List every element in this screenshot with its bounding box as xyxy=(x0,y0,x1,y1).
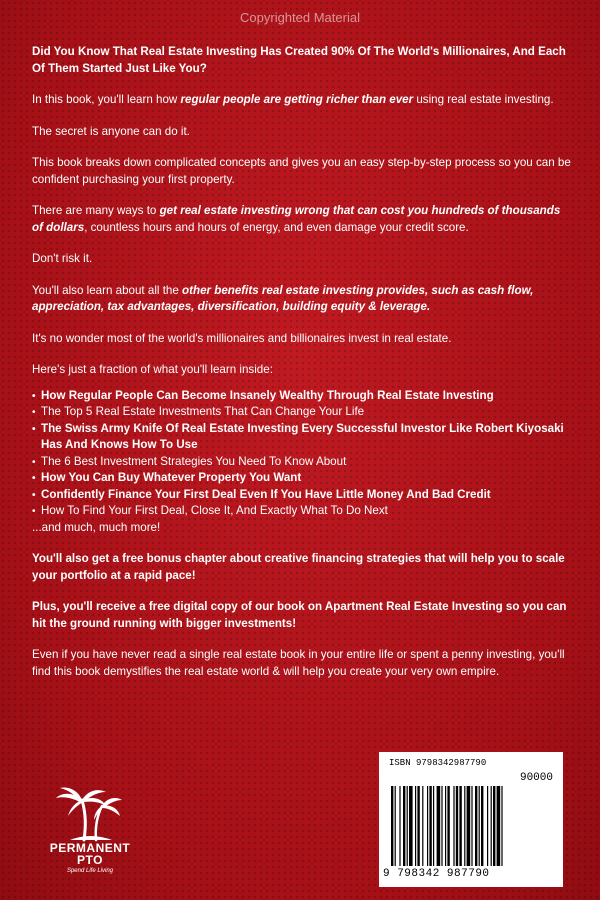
emphasis-text: regular people are getting richer than ever xyxy=(180,93,414,106)
paragraph-text: In this book, you'll learn how xyxy=(32,93,181,106)
logo-name-line1: PERMANENT xyxy=(49,841,131,855)
back-cover-text xyxy=(32,44,572,695)
barcode-bar xyxy=(403,786,405,866)
barcode-bar xyxy=(464,786,465,866)
barcode-bar xyxy=(441,786,442,866)
barcode-digits: 9 798342 987790 xyxy=(383,868,490,880)
barcode-bar xyxy=(429,786,431,866)
headline: Did You Know That Real Estate Investing Has Created 90% Of The World's Millionaires, And Each Of Them Started Just Like You? xyxy=(32,45,566,75)
barcode-bar xyxy=(475,786,477,866)
barcode-bar xyxy=(481,786,483,866)
isbn-barcode xyxy=(379,752,563,887)
barcode-bar xyxy=(433,786,434,866)
barcode-bar xyxy=(409,786,413,866)
barcode-bar xyxy=(445,786,446,866)
emphasis-text: other benefits real estate investing provides, such as cash flow, appreciation, tax advantages, diversification, building equity & leverage. xyxy=(32,283,534,313)
paragraph-text: There are many ways to xyxy=(32,204,160,217)
price-code: 90000 xyxy=(519,772,553,784)
emphasis-text: get real estate investing wrong that can cost you hundreds of thousands of dollars xyxy=(32,204,561,234)
paragraph-no-wonder: It's no wonder most of the world's millionaires and billionaires invest in real estate. xyxy=(32,331,452,345)
barcode-bar xyxy=(479,786,480,866)
barcode-bar xyxy=(415,786,416,866)
barcode-bar xyxy=(459,786,461,866)
logo-name xyxy=(44,842,136,866)
barcode-bar xyxy=(453,786,454,866)
barcode-bar xyxy=(467,786,471,866)
paragraph-text: using real estate investing. xyxy=(413,93,554,106)
paragraph-ways-wrong xyxy=(32,203,572,236)
paragraph-benefits xyxy=(32,283,572,316)
barcode-bar xyxy=(491,786,492,866)
barcode-bar xyxy=(417,786,419,866)
list-item: • How Regular People Can Become Insanely Wealthy Through Real Estate Investing xyxy=(32,388,572,405)
publisher-logo xyxy=(40,786,140,876)
list-item: • Confidently Finance Your First Deal Even If You Have Little Money And Bad Credit xyxy=(32,487,572,504)
barcode-bar xyxy=(391,786,393,866)
list-item: • The 6 Best Investment Strategies You Need To Know About xyxy=(32,454,572,471)
paragraph-plus: Plus, you'll receive a free digital copy of our book on Apartment Real Estate Investing so you can hit the ground running with bigger investments! xyxy=(32,600,567,630)
list-item: • The Swiss Army Knife Of Real Estate Investing Every Successful Investor Like Robert Kiyosaki Has And Knows How To Use xyxy=(32,421,572,454)
barcode-bars xyxy=(391,786,551,866)
paragraph-dont-risk: Don't risk it. xyxy=(32,252,93,265)
barcode-bar xyxy=(395,786,396,866)
logo-tagline: Spend Life Living xyxy=(66,868,114,874)
list-item-more: ...and much, much more! xyxy=(32,520,161,534)
learn-list xyxy=(32,388,572,537)
list-item: • How To Find Your First Deal, Close It, And Exactly What To Do Next xyxy=(32,503,572,520)
barcode-bar xyxy=(487,786,488,866)
list-item: • How You Can Buy Whatever Property You Want xyxy=(32,470,572,487)
barcode-bar xyxy=(493,786,495,866)
paragraph-secret: The secret is anyone can do it. xyxy=(32,124,190,138)
barcode-bar xyxy=(501,786,502,866)
barcode-bar xyxy=(437,786,441,866)
barcode-bar xyxy=(399,786,400,866)
logo-name-line2: PTO xyxy=(77,853,103,867)
list-item: • The Top 5 Real Estate Investments That Can Change Your Life xyxy=(32,404,572,421)
barcode-bar xyxy=(471,786,472,866)
paragraph-fraction: Here's just a fraction of what you'll learn inside: xyxy=(32,363,273,376)
isbn-label: ISBN 9798342987790 xyxy=(389,758,487,768)
paragraph-breaks-down: This book breaks down complicated concepts and gives you an easy step-by-step process so you can be confident purchasing your first property. xyxy=(32,156,571,186)
paragraph-closing: Even if you have never read a single real estate book in your entire life or spent a penny investing, you'll find this book demystifies the real estate world & will help you create your very own empire. xyxy=(32,648,565,678)
copyright-watermark: Copyrighted Material xyxy=(240,10,360,25)
paragraph-bonus: You'll also get a free bonus chapter about creative financing strategies that will help you to scale your portfolio at a rapid pace! xyxy=(32,552,565,582)
barcode-bar xyxy=(407,786,408,866)
paragraph-text: , countless hours and hours of energy, and even damage your credit score. xyxy=(84,220,469,234)
barcode-bar xyxy=(447,786,449,866)
barcode-bar xyxy=(497,786,501,866)
palm-tree-icon xyxy=(40,786,140,842)
barcode-bar xyxy=(456,786,458,866)
paragraph-text: You'll also learn about all the xyxy=(32,283,183,297)
barcode-bar xyxy=(422,786,423,866)
paragraph-regular-people xyxy=(32,92,572,109)
barcode-bar xyxy=(427,786,428,866)
